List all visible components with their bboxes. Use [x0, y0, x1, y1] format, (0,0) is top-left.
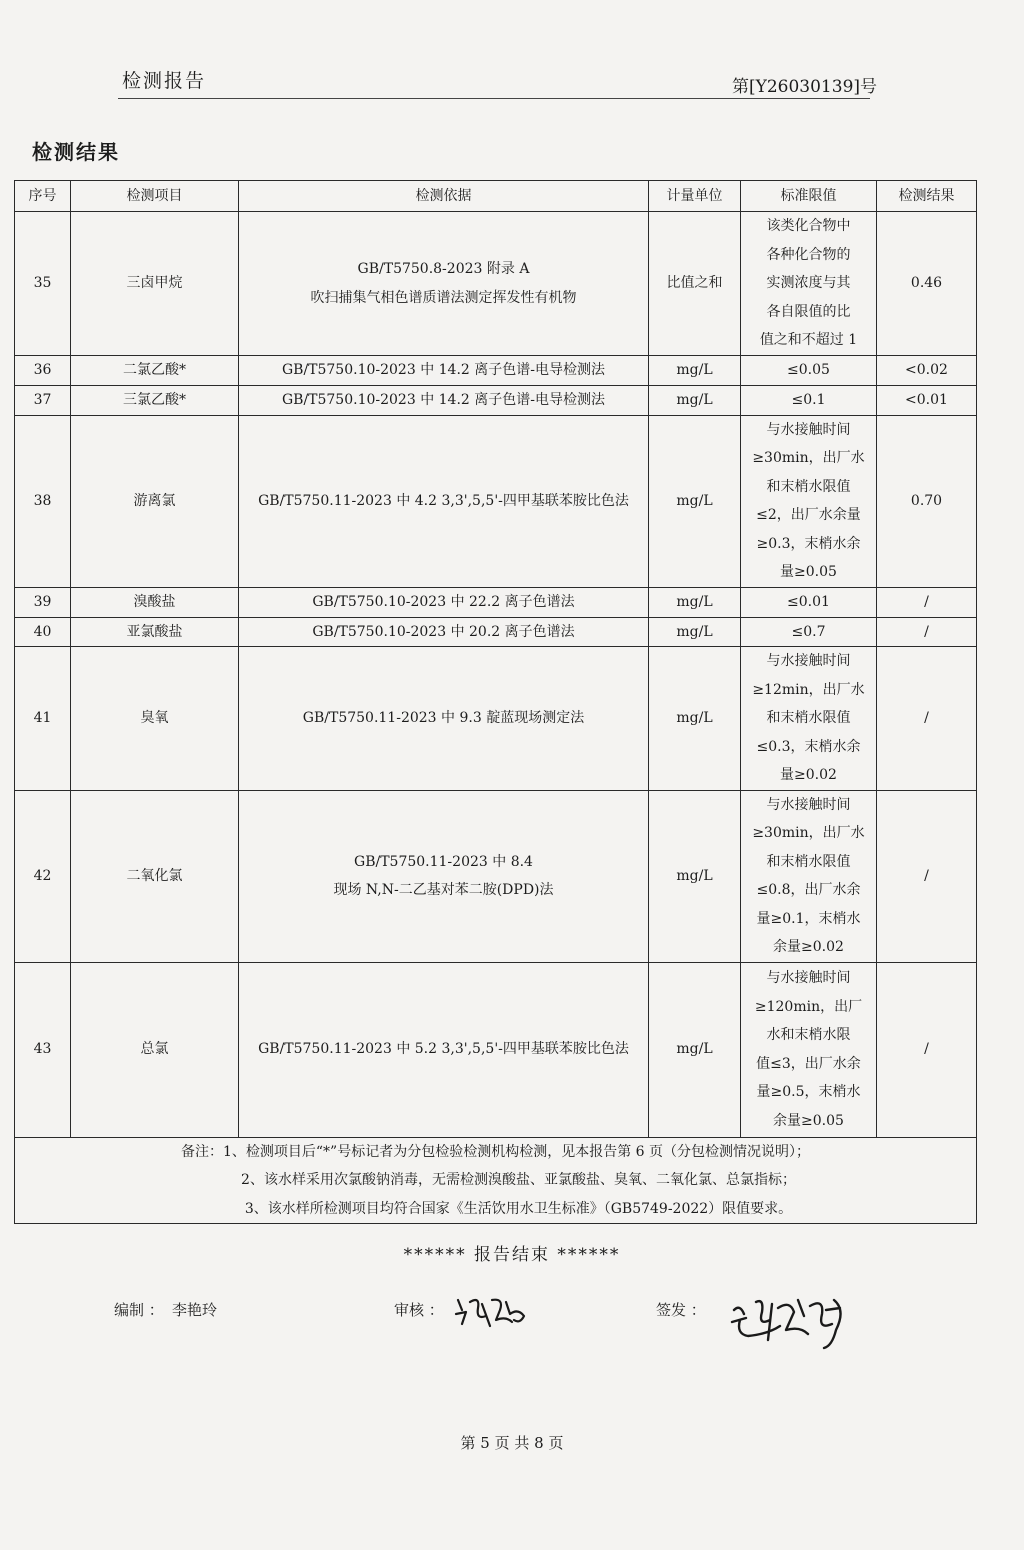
cell-no: 40 [15, 617, 71, 647]
notes-row [15, 1137, 977, 1224]
cell-item: 游离氯 [71, 415, 239, 587]
cell-item: 总氯 [71, 962, 239, 1137]
basis-line: GB/T5750.10-2023 中 14.2 离子色谱-电导检测法 [281, 392, 606, 408]
basis-line: GB/T5750.10-2023 中 22.2 离子色谱法 [312, 593, 575, 610]
limit-line: ≤0.8，出厂水余 [756, 882, 861, 898]
table-row [15, 790, 977, 962]
header-divider [118, 98, 870, 99]
cell-limit [741, 386, 877, 416]
cell-result: <0.02 [877, 356, 977, 386]
basis-line: GB/T5750.8-2023 附录 A [357, 261, 530, 277]
table-row [15, 587, 977, 617]
notes-cell [15, 1137, 977, 1224]
limit-line: 量≥0.1，末梢水 [756, 910, 861, 927]
col-header-unit: 计量单位 [649, 181, 741, 212]
cell-no: 42 [15, 790, 71, 962]
cell-item: 二氯乙酸* [71, 356, 239, 386]
results-table [14, 180, 977, 1224]
cell-limit [741, 790, 877, 962]
reviewed-by-label: 审核 ： [394, 1301, 444, 1319]
col-header-no: 序号 [15, 181, 71, 212]
prepared-by-label: 编制 ： [114, 1301, 164, 1319]
table-body [15, 212, 977, 1138]
cell-item: 二氧化氯 [71, 790, 239, 962]
col-header-basis: 检测依据 [239, 181, 649, 212]
cell-no: 39 [15, 587, 71, 617]
limit-line: ≤0.01 [787, 593, 830, 610]
col-header-item: 检测项目 [71, 181, 239, 212]
limit-line: 与水接触时间 [766, 421, 851, 438]
cell-unit: mg/L [649, 962, 741, 1137]
cell-result: / [877, 790, 977, 962]
limit-line: 余量≥0.05 [773, 1112, 844, 1129]
cell-unit: mg/L [649, 617, 741, 647]
cell-result: / [877, 647, 977, 791]
limit-line: ≤0.1 [791, 392, 826, 408]
limit-line: 与水接触时间 [766, 796, 851, 813]
cell-limit [741, 587, 877, 617]
basis-line: 现场 N,N-二乙基对苯二胺(DPD)法 [333, 882, 554, 898]
cell-basis [239, 617, 649, 647]
cell-item: 臭氧 [71, 647, 239, 791]
limit-line: 实测浓度与其 [766, 275, 851, 292]
cell-unit: 比值之和 [649, 212, 741, 356]
limit-line: 量≥0.05 [780, 564, 837, 580]
table-row [15, 647, 977, 791]
cell-limit [741, 617, 877, 647]
limit-line: 各自限值的比 [766, 303, 851, 320]
cell-unit: mg/L [649, 790, 741, 962]
limit-line: 和末梢水限值 [766, 710, 851, 726]
report-end-marker: ****** 报告结束 ****** [403, 1245, 621, 1265]
basis-line: GB/T5750.11-2023 中 4.2 3,3',5,5'-四甲基联苯胺比色法 [258, 492, 629, 509]
limit-line: ≥120min，出厂 [754, 998, 863, 1015]
page-number: 第 5 页 共 8 页 [460, 1434, 564, 1452]
col-header-result: 检测结果 [877, 181, 977, 212]
cell-basis [239, 647, 649, 791]
cell-unit: mg/L [649, 356, 741, 386]
limit-line: ≥12min，出厂水 [752, 681, 865, 698]
cell-no: 43 [15, 962, 71, 1137]
cell-unit: mg/L [649, 587, 741, 617]
cell-basis [239, 212, 649, 356]
basis-line: GB/T5750.11-2023 中 8.4 [354, 853, 533, 870]
limit-line: 值≤3，出厂水余 [756, 1055, 861, 1072]
reviewer-signature [452, 1290, 532, 1334]
limit-line: ≥30min，出厂水 [752, 825, 865, 841]
cell-result: / [877, 617, 977, 647]
cell-basis [239, 587, 649, 617]
table-row [15, 962, 977, 1137]
cell-limit [741, 356, 877, 386]
table-row [15, 386, 977, 416]
cell-no: 41 [15, 647, 71, 791]
limit-line: ≥30min，出厂水 [752, 450, 865, 466]
section-title: 检测结果 [32, 140, 120, 164]
table-row [15, 356, 977, 386]
cell-limit [741, 212, 877, 356]
cell-result: 0.46 [877, 212, 977, 356]
limit-line: ≤0.05 [787, 362, 830, 379]
limit-line: 与水接触时间 [766, 970, 851, 986]
cell-item: 三氯乙酸* [71, 386, 239, 416]
cell-no: 36 [15, 356, 71, 386]
cell-basis [239, 415, 649, 587]
approved-by-label: 签发 ： [656, 1301, 706, 1319]
cell-no: 37 [15, 386, 71, 416]
basis-line: GB/T5750.11-2023 中 9.3 靛蓝现场测定法 [302, 710, 585, 726]
basis-line: 吹扫捕集气相色谱质谱法测定挥发性有机物 [310, 289, 577, 306]
cell-basis [239, 356, 649, 386]
table-row [15, 617, 977, 647]
cell-unit: mg/L [649, 415, 741, 587]
cell-no: 35 [15, 212, 71, 356]
limit-line: 量≥0.02 [780, 767, 837, 783]
limit-line: 值之和不超过 1 [759, 332, 858, 349]
cell-item: 溴酸盐 [71, 587, 239, 617]
approver-signature [728, 1290, 858, 1352]
cell-basis [239, 790, 649, 962]
cell-no: 38 [15, 415, 71, 587]
limit-line: ≤0.7 [791, 623, 826, 640]
limit-line: 余量≥0.02 [773, 939, 844, 955]
cell-result: 0.70 [877, 415, 977, 587]
table-header-row [15, 181, 977, 212]
report-header-title: 检测报告 [122, 70, 207, 92]
cell-basis [239, 386, 649, 416]
note-line-2: 2、该水样采用次氯酸钠消毒，无需检测溴酸盐、亚氯酸盐、臭氧、二氧化氯、总氯指标； [241, 1172, 796, 1188]
note-line-3: 3、该水样所检测项目均符合国家《生活饮用水卫生标准》（GB5749-2022）限值要求。 [244, 1200, 793, 1217]
cell-item: 亚氯酸盐 [71, 617, 239, 647]
prepared-by-name: 李艳玲 [172, 1301, 218, 1319]
limit-line: ≤2，出厂水余量 [756, 507, 861, 523]
report-number: 第[Y26030139]号 [732, 77, 878, 97]
cell-unit: mg/L [649, 647, 741, 791]
basis-line: GB/T5750.11-2023 中 5.2 3,3',5,5'-四甲基联苯胺比色法 [258, 1041, 629, 1058]
note-line-1: 备注：1、检测项目后“*”号标记者为分包检验检测机构检测，见本报告第 6 页（分包检测情况说明）； [180, 1143, 811, 1160]
limit-line: 和末梢水限值 [766, 478, 851, 495]
limit-line: 和末梢水限值 [766, 853, 851, 870]
cell-limit [741, 962, 877, 1137]
cell-result: / [877, 587, 977, 617]
limit-line: 水和末梢水限 [766, 1027, 851, 1043]
cell-result: / [877, 962, 977, 1137]
basis-line: GB/T5750.10-2023 中 20.2 离子色谱法 [312, 623, 575, 640]
limit-line: 该类化合物中 [766, 218, 851, 235]
limit-line: 各种化合物的 [766, 246, 851, 263]
cell-unit: mg/L [649, 386, 741, 416]
limit-line: ≤0.3，末梢水余 [756, 738, 861, 755]
cell-result: <0.01 [877, 386, 977, 416]
table-row [15, 212, 977, 356]
cell-basis [239, 962, 649, 1137]
limit-line: 与水接触时间 [766, 653, 851, 669]
limit-line: 量≥0.5，末梢水 [756, 1084, 861, 1100]
limit-line: ≥0.3，末梢水余 [756, 535, 861, 552]
cell-item: 三卤甲烷 [71, 212, 239, 356]
cell-limit [741, 647, 877, 791]
basis-line: GB/T5750.10-2023 中 14.2 离子色谱-电导检测法 [281, 362, 606, 379]
cell-limit [741, 415, 877, 587]
col-header-limit: 标准限值 [741, 181, 877, 212]
table-row [15, 415, 977, 587]
